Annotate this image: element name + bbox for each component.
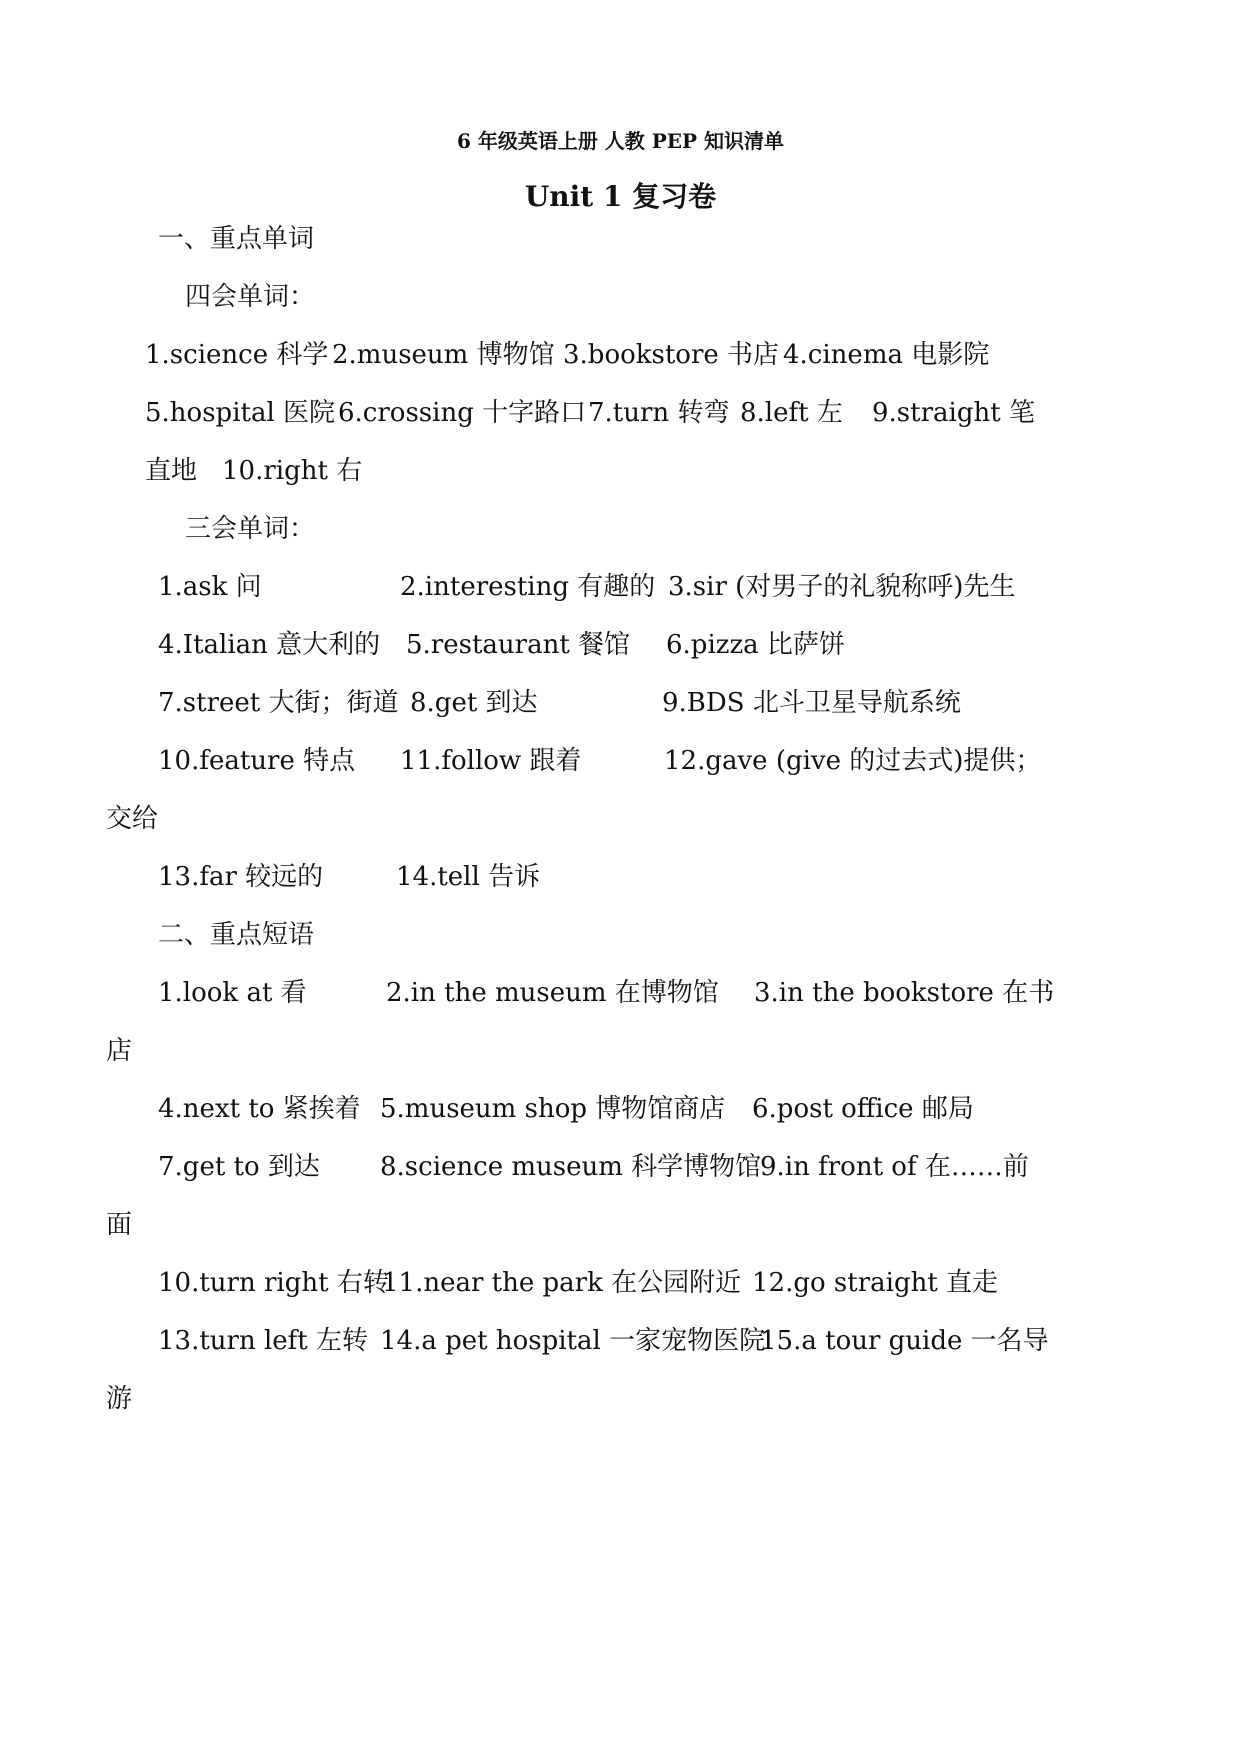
document-title: Unit 1 复习卷 xyxy=(524,180,717,213)
phrase-item: 12.go straight 直走 xyxy=(752,1268,999,1298)
vocab-item: 直地 xyxy=(145,456,198,486)
vocab-item: 8.get 到达 xyxy=(410,688,538,718)
document-subtitle: 6 年级英语上册 人教 PEP 知识清单 xyxy=(456,129,785,153)
phrase-item-continuation: 店 xyxy=(106,1036,133,1066)
phrase-item: 11.near the park 在公园附近 xyxy=(382,1268,742,1298)
vocab-item: 11.follow 跟着 xyxy=(400,746,582,776)
vocab-item: 6.pizza 比萨饼 xyxy=(666,630,845,660)
vocab-item: 5.hospital 医院 xyxy=(145,398,336,428)
vocab-item: 10.right 右 xyxy=(222,456,363,486)
vocab-item: 3.bookstore 书店 xyxy=(563,340,780,370)
vocab-item: 1.science 科学 xyxy=(145,340,329,370)
section-heading-key-words: 一、重点单词 xyxy=(158,224,315,254)
vocab-item: 8.left 左 xyxy=(740,398,843,428)
vocab-item: 12.gave (give 的过去式)提供； xyxy=(664,746,1042,776)
vocab-item: 6.crossing 十字路口 xyxy=(338,398,587,428)
phrase-item: 6.post office 邮局 xyxy=(752,1094,974,1124)
vocab-item: 7.turn 转弯 xyxy=(588,398,730,428)
phrase-item: 3.in the bookstore 在书 xyxy=(754,978,1055,1008)
vocab-item-continuation: 交给 xyxy=(106,804,159,834)
vocab-item: 13.far 较远的 xyxy=(158,862,324,892)
phrase-item: 8.science museum 科学博物馆 xyxy=(380,1152,762,1182)
vocab-item: 4.Italian 意大利的 xyxy=(158,630,381,660)
vocab-item: 3.sir (对男子的礼貌称呼)先生 xyxy=(668,572,1016,602)
phrase-item: 9.in front of 在……前 xyxy=(760,1152,1029,1182)
phrase-item: 4.next to 紧挨着 xyxy=(158,1094,361,1124)
phrase-item: 14.a pet hospital 一家宠物医院 xyxy=(380,1326,766,1356)
vocab-item: 14.tell 告诉 xyxy=(396,862,541,892)
vocab-item: 7.street 大街；街道 xyxy=(158,688,399,718)
three-skills-label: 三会单词： xyxy=(185,514,316,544)
vocab-item: 4.cinema 电影院 xyxy=(783,340,990,370)
vocab-item: 5.restaurant 餐馆 xyxy=(406,630,631,660)
section-heading-key-phrases: 二、重点短语 xyxy=(158,920,315,950)
phrase-item: 15.a tour guide 一名导 xyxy=(760,1326,1049,1356)
phrase-item-continuation: 面 xyxy=(106,1210,133,1240)
vocab-item: 2.interesting 有趣的 xyxy=(400,572,656,602)
vocab-item: 9.BDS 北斗卫星导航系统 xyxy=(662,688,961,718)
phrase-item: 7.get to 到达 xyxy=(158,1152,320,1182)
phrase-item: 5.museum shop 博物馆商店 xyxy=(380,1094,726,1124)
phrase-item: 10.turn right 右转 xyxy=(158,1268,389,1298)
phrase-item: 1.look at 看 xyxy=(158,978,307,1008)
vocab-item: 10.feature 特点 xyxy=(158,746,356,776)
vocab-item: 9.straight 笔 xyxy=(872,398,1035,428)
phrase-item-continuation: 游 xyxy=(106,1384,133,1414)
vocab-item: 2.museum 博物馆 xyxy=(332,340,555,370)
phrase-item: 13.turn left 左转 xyxy=(158,1326,369,1356)
four-skills-label: 四会单词： xyxy=(185,282,316,312)
phrase-item: 2.in the museum 在博物馆 xyxy=(386,978,719,1008)
vocab-item: 1.ask 问 xyxy=(158,572,262,602)
